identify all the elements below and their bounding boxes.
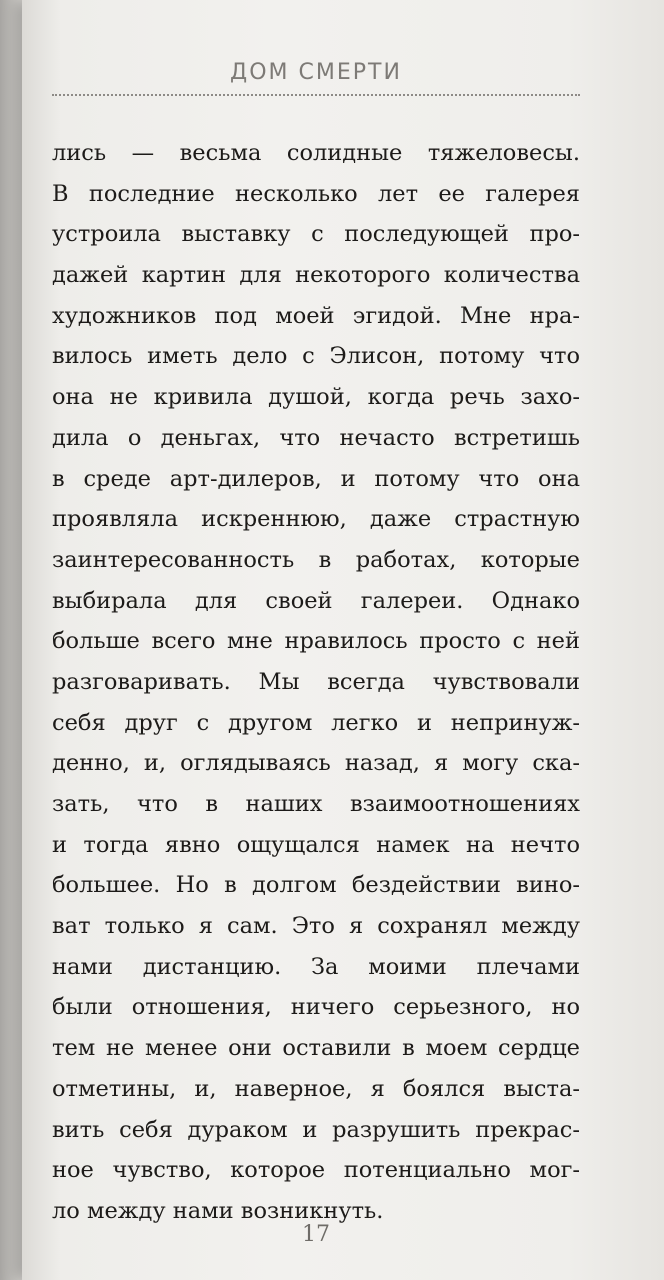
text-line: нами дистанцию. За моими плечами bbox=[52, 953, 580, 980]
text-line: художников под моей эгидой. Мне нра- bbox=[52, 302, 580, 329]
text-line: ное чувство, которое потенциально мог- bbox=[52, 1157, 580, 1184]
previous-page-edge bbox=[0, 0, 22, 1280]
page-number: 17 bbox=[302, 1222, 330, 1247]
text-line: отметины, и, наверное, я боялся выста- bbox=[52, 1075, 580, 1102]
text-line: дила о деньгах, что нечасто встретишь bbox=[52, 424, 580, 451]
text-line: дажей картин для некоторого количества bbox=[52, 262, 580, 289]
text-line: больше всего мне нравилось просто с ней bbox=[52, 628, 580, 655]
text-line: заинтересованность в работах, которые bbox=[52, 546, 580, 573]
text-line: денно, и, оглядываясь назад, я могу ска- bbox=[52, 750, 580, 777]
body-text bbox=[52, 133, 580, 1232]
text-line: вилось иметь дело с Элисон, потому что bbox=[52, 343, 580, 370]
text-line: устроила выставку с последующей про- bbox=[52, 221, 580, 248]
running-header bbox=[52, 58, 580, 96]
text-line: разговаривать. Мы всегда чувствовали bbox=[52, 668, 580, 695]
text-line: проявляла искреннюю, даже страстную bbox=[52, 506, 580, 533]
text-line: и тогда явно ощущался намек на нечто bbox=[52, 831, 580, 858]
running-title: ДОМ СМЕРТИ bbox=[230, 60, 402, 85]
text-line: тем не менее они оставили в моем сердце bbox=[52, 1035, 580, 1062]
text-line: были отношения, ничего серьезного, но bbox=[52, 994, 580, 1021]
text-line: ват только я сам. Это я сохранял между bbox=[52, 913, 580, 940]
text-line: себя друг с другом легко и непринуж- bbox=[52, 709, 580, 736]
text-line: выбирала для своей галереи. Однако bbox=[52, 587, 580, 614]
text-line: большее. Но в долгом бездействии вино- bbox=[52, 872, 580, 899]
text-line: ло между нами возникнуть. bbox=[52, 1197, 384, 1224]
text-line: зать, что в наших взаимоотношениях bbox=[52, 791, 580, 817]
text-line: она не кривила душой, когда речь захо- bbox=[52, 384, 580, 411]
text-line: в среде арт-дилеров, и потому что она bbox=[52, 465, 580, 492]
text-line: вить себя дураком и разрушить прекрас- bbox=[52, 1116, 580, 1143]
text-line: В последние несколько лет ее галерея bbox=[52, 180, 580, 207]
text-line: лись — весьма солидные тяжеловесы. bbox=[52, 140, 580, 166]
